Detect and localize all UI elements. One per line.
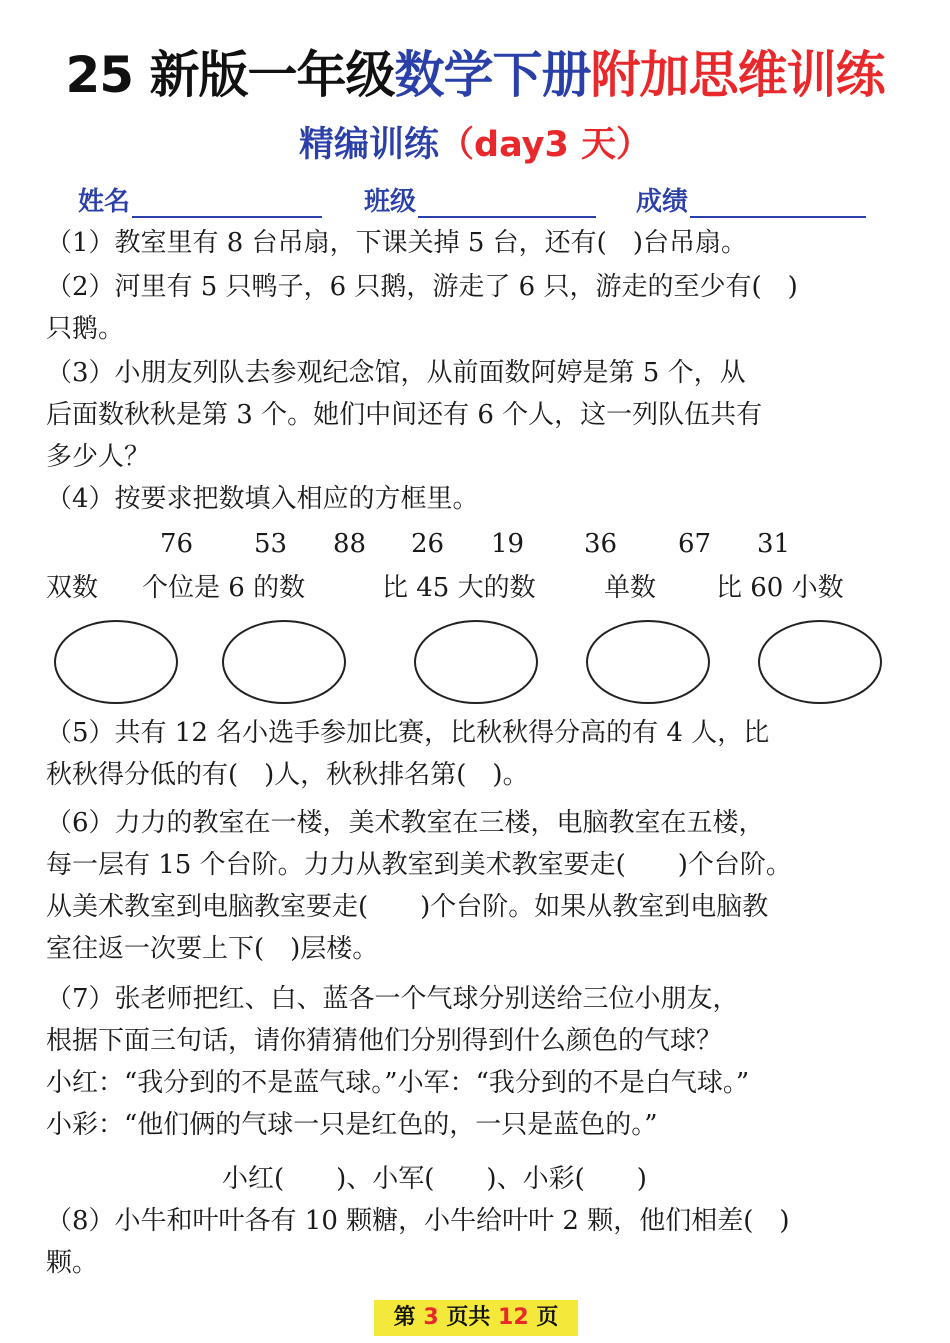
question-line: 多少人？ [46,442,151,472]
question-2 [46,266,916,350]
current-page-number: 3 [423,1305,439,1330]
number-item: 76 [160,529,194,559]
category-labels [0,568,950,608]
category-odd-label: 单数 [604,573,657,603]
answer-oval-greater-45[interactable] [414,620,538,704]
title-part-grade: 25 新版一年级 [65,46,395,104]
answer-oval-even[interactable] [54,620,178,704]
number-item: 53 [254,529,288,559]
name-blank-line[interactable] [132,186,322,218]
student-info-row [0,182,950,222]
question-line: 只鹅。 [46,314,125,344]
page-title [0,38,950,112]
question-line: （2）河里有 5 只鸭子，6 只鹅，游走了 6 只，游走的至少有( ) [46,272,798,302]
category-units-six-label: 个位是 6 的数 [142,573,306,603]
footer-middle: 页共 [446,1305,491,1330]
question-7 [46,978,916,1146]
number-item: 31 [757,529,791,559]
subtitle-part-day: （day3 天） [439,125,651,165]
question-line: 颗。 [46,1248,99,1278]
footer-prefix: 第 [393,1305,416,1330]
question-line: 根据下面三句话，请你猜猜他们分别得到什么颜色的气球？ [46,1026,723,1056]
question-line: 后面数秋秋是第 3 个。她们中间还有 6 个人，这一列队伍共有 [46,400,763,430]
question-line: （6）力力的教室在一楼，美术教室在三楼，电脑教室在五楼， [46,808,765,838]
class-label: 班级 [364,187,417,217]
answer-oval-units-six[interactable] [222,620,346,704]
answer-oval-odd[interactable] [586,620,710,704]
number-item: 67 [678,529,712,559]
subtitle-part-name: 精编训练 [299,125,440,165]
category-greater-45-label: 比 45 大的数 [382,573,536,603]
answer-oval-less-60[interactable] [758,620,882,704]
title-part-training: 附加思维训练 [590,46,885,104]
question-line: （5）共有 12 名小选手参加比赛，比秋秋得分高的有 4 人，比 [46,718,770,748]
name-field[interactable] [78,182,322,218]
score-field[interactable] [636,182,866,218]
question-line: （7）张老师把红、白、蓝各一个气球分别送给三位小朋友， [46,984,739,1014]
page-number-badge [374,1300,578,1336]
number-item: 26 [411,529,445,559]
question-line: 小红：“我分到的不是蓝气球。”小军：“我分到的不是白气球。” [46,1068,750,1098]
answer-ovals [0,620,950,710]
question-line: （4）按要求把数填入相应的方框里。 [46,484,479,514]
title-part-subject: 数学下册 [394,46,591,104]
question-line: （3）小朋友列队去参观纪念馆，从前面数阿婷是第 5 个，从 [46,358,746,388]
question-line: 从美术教室到电脑教室要走( )个台阶。如果从教室到电脑教 [46,892,769,922]
page-subtitle [0,120,950,170]
question-line: 每一层有 15 个台阶。力力从教室到美术教室要走( )个台阶。 [46,850,792,880]
question-line: 室往返一次要上下( )层楼。 [46,934,379,964]
name-label: 姓名 [78,187,131,217]
question-6 [46,802,916,970]
total-page-count: 12 [498,1305,529,1330]
class-field[interactable] [364,182,596,218]
class-blank-line[interactable] [418,186,596,218]
number-item: 36 [584,529,618,559]
score-label: 成绩 [636,187,689,217]
question-line: 秋秋得分低的有( )人，秋秋排名第( )。 [46,760,529,790]
footer-suffix: 页 [536,1305,559,1330]
question-7-answer-blanks: 小红( )、小军( )、小彩( ) [222,1164,647,1194]
question-line: （1）教室里有 8 台吊扇，下课关掉 5 台，还有( )台吊扇。 [46,228,747,258]
question-3 [46,352,916,478]
question-5 [46,712,916,796]
question-line: 小彩：“他们俩的气球一只是红色的，一只是蓝色的。” [46,1110,658,1140]
question-line: （8）小牛和叶叶各有 10 颗糖，小牛给叶叶 2 颗，他们相差( ) [46,1206,790,1236]
number-item: 88 [333,529,367,559]
score-blank-line[interactable] [690,186,866,218]
number-item: 19 [491,529,525,559]
category-even-label: 双数 [46,573,99,603]
number-list [0,524,950,564]
category-less-60-label: 比 60 小数 [716,573,844,603]
question-4 [46,478,916,520]
question-8 [46,1200,916,1284]
question-1 [46,222,916,264]
